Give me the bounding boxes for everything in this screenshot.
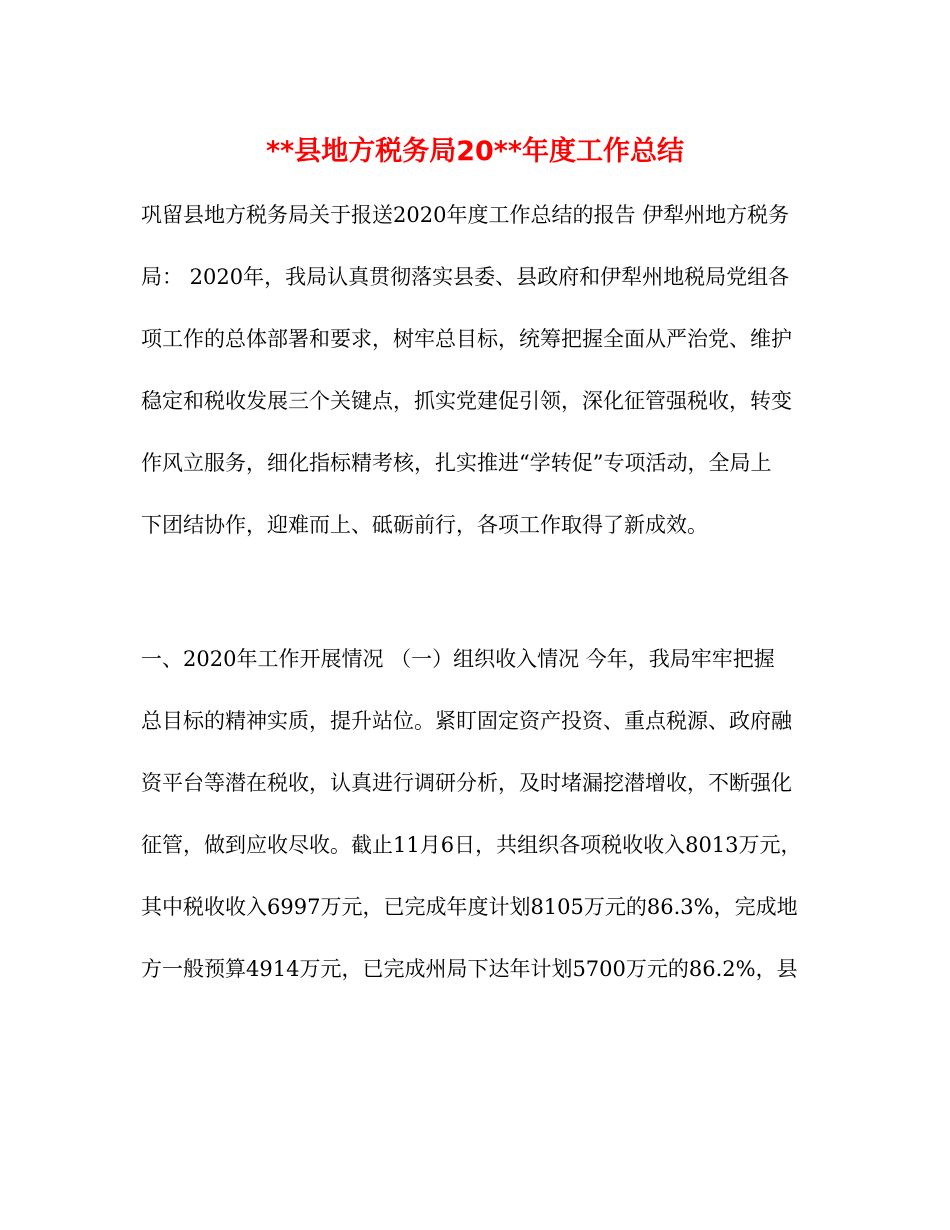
text-line: 下团结协作，迎难而上、砥砺前行，各项工作取得了新成效。 [141,513,708,537]
text-line: 方一般预算4914万元，已完成州局下达年计划5700万元的86.2%，县 [141,957,798,981]
text-line: 项工作的总体部署和要求，树牢总目标，统筹把握全面从严治党、维护 [141,327,792,351]
text-line: 局： 2020年，我局认真贯彻落实县委、县政府和伊犁州地税局党组各 [141,265,790,289]
paragraph-section-one [141,628,821,1000]
text-line: 巩留县地方税务局关于报送2020年度工作总结的报告 伊犁州地方税务 [141,203,790,227]
text-line: 其中税收收入6997万元，已完成年度计划8105万元的86.3%，完成地 [141,895,798,919]
paragraph-intro [141,184,821,556]
text-line: 一、2020年工作开展情况 （一）组织收入情况 今年，我局牢牢把握 [141,647,775,671]
document-title: **县地方税务局20**年度工作总结 [265,136,685,167]
text-line: 稳定和税收发展三个关键点，抓实党建促引领，深化征管强税收，转变 [141,389,792,413]
text-line: 资平台等潜在税收，认真进行调研分析，及时堵漏挖潜增收，不断强化 [141,771,792,795]
text-line: 征管，做到应收尽收。截止11月6日，共组织各项税收收入8013万元， [141,833,802,857]
text-line: 作风立服务，细化指标精考核，扎实推进“学转促”专项活动，全局上 [141,451,772,475]
text-line: 总目标的精神实质，提升站位。紧盯固定资产投资、重点税源、政府融 [141,709,792,733]
